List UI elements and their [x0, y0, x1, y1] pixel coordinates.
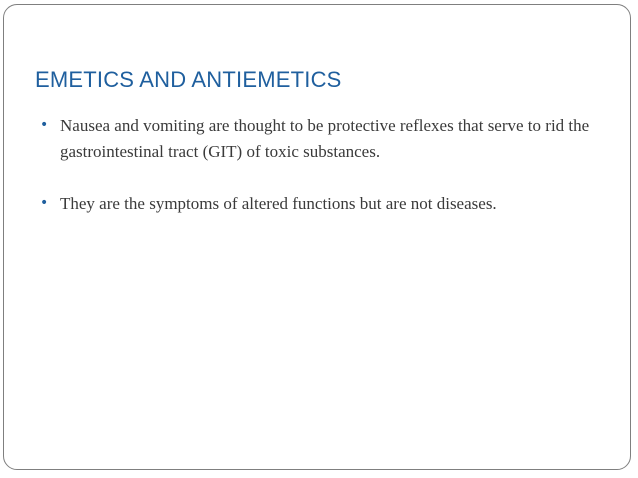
- bullet-marker-icon: •: [40, 195, 49, 211]
- slide-title: EMETICS AND ANTIEMETICS: [35, 67, 342, 92]
- bullet-item: [38, 191, 618, 217]
- bullet-list: [38, 113, 618, 217]
- bullet-marker-icon: •: [40, 117, 49, 133]
- slide-frame: [3, 4, 631, 470]
- bullet-text: Nausea and vomiting are thought to be protective reflexes that serve to rid the gastrointestinal tract (GIT) of toxic substances.: [60, 116, 590, 161]
- bullet-item: [38, 113, 618, 165]
- bullet-text: They are the symptoms of altered functions but are not diseases.: [60, 194, 497, 213]
